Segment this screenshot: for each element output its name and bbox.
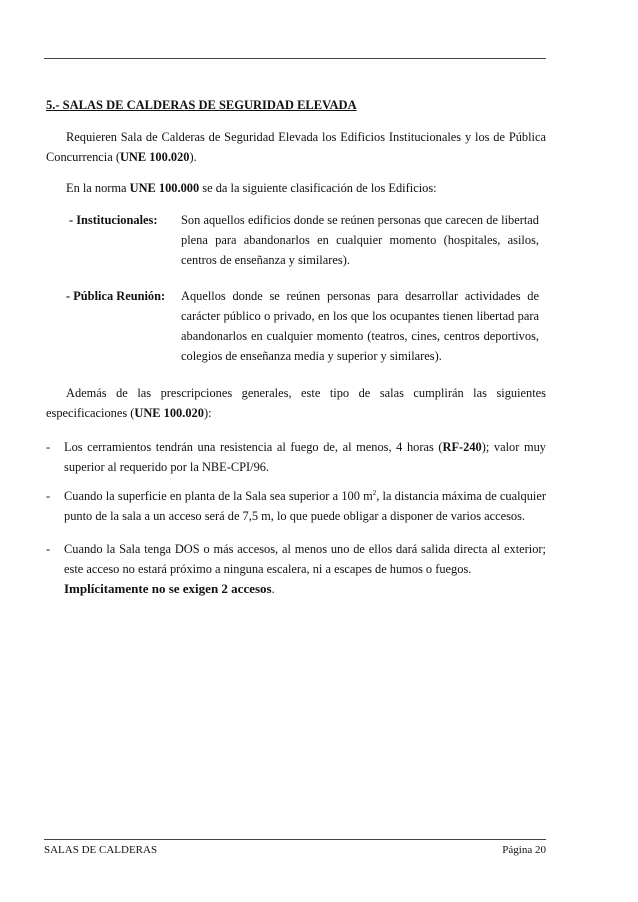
- footer-page-number: Página 20: [502, 844, 546, 856]
- implicit-note-end: .: [271, 582, 275, 596]
- specifications-paragraph: [46, 383, 546, 423]
- intro-text: Requieren Sala de Calderas de Seguridad Elevada los Edificios Institucionales y los de Pública Concurrencia (: [46, 130, 546, 164]
- classification-paragraph: [66, 178, 546, 198]
- bullet-text: , la distancia máxima de cualquier punto de la sala a un acceso será de 7,5 m, lo que puede obligar a disponer de varios accesos.: [64, 489, 546, 523]
- bullet-dash: -: [46, 542, 51, 556]
- definition-text-publica-reunion: Aquellos donde se reúnen personas para desarrollar actividades de carácter público o privado, en los que los ocupantes tienen libertad para abandonarlos en cualquier momento (teatros, cines, centros deportivos, colegios de enseñanza media y superior y similares).: [181, 289, 539, 363]
- specifications-end: ):: [203, 406, 212, 420]
- bullet-item-accesses: [64, 539, 546, 599]
- bullet-item-fire-resistance: [64, 437, 546, 477]
- section-heading: 5.- SALAS DE CALDERAS DE SEGURIDAD ELEVADA: [46, 98, 357, 112]
- classification-standard-ref: UNE 100.000: [129, 181, 200, 195]
- footer-rule: [44, 839, 546, 840]
- bullet-text: Los cerramientos tendrán una resistencia al fuego de, al menos, 4 horas (: [64, 440, 443, 454]
- bullet-dash: -: [46, 440, 51, 454]
- bullet-item-surface-area: [64, 486, 546, 526]
- implicit-note: Implícitamente no se exigen 2 accesos: [64, 581, 272, 596]
- intro-end: ).: [189, 150, 197, 164]
- bullet-dash: -: [46, 489, 51, 503]
- specifications-text: Además de las prescripciones generales, este tipo de salas cumplirán las siguientes especificaciones (: [46, 386, 546, 420]
- classification-after: se da la siguiente clasificación de los Edificios:: [199, 181, 437, 195]
- fire-rating: RF-240: [442, 440, 482, 454]
- intro-standard-ref: UNE 100.020: [119, 150, 190, 164]
- definition-label-institucionales: - Institucionales:: [69, 213, 158, 227]
- bullet-text: Cuando la superficie en planta de la Sala sea superior a 100 m: [64, 489, 373, 503]
- bullet-text: ); valor muy superior al requerido por la NBE-CPI/96.: [64, 440, 546, 474]
- definition-label-publica-reunion: - Pública Reunión:: [66, 289, 166, 303]
- bullet-text: Cuando la Sala tenga DOS o más accesos, al menos uno de ellos dará salida directa al exterior; este acceso no estará próximo a ninguna escalera, ni a escapes de humos o fuegos.: [64, 542, 546, 576]
- classification-before: En la norma: [66, 181, 130, 195]
- definition-text-institucionales: Son aquellos edificios donde se reúnen personas que carecen de libertad plena para abandonarlos en cualquier momento (hospitales, asilos, centros de enseñanza y similares).: [181, 213, 539, 267]
- superscript: 2: [372, 488, 377, 497]
- intro-paragraph: [46, 127, 546, 167]
- header-rule: [44, 58, 546, 59]
- footer-document-title: SALAS DE CALDERAS: [44, 844, 158, 856]
- specifications-standard-ref: UNE 100.020: [134, 406, 204, 420]
